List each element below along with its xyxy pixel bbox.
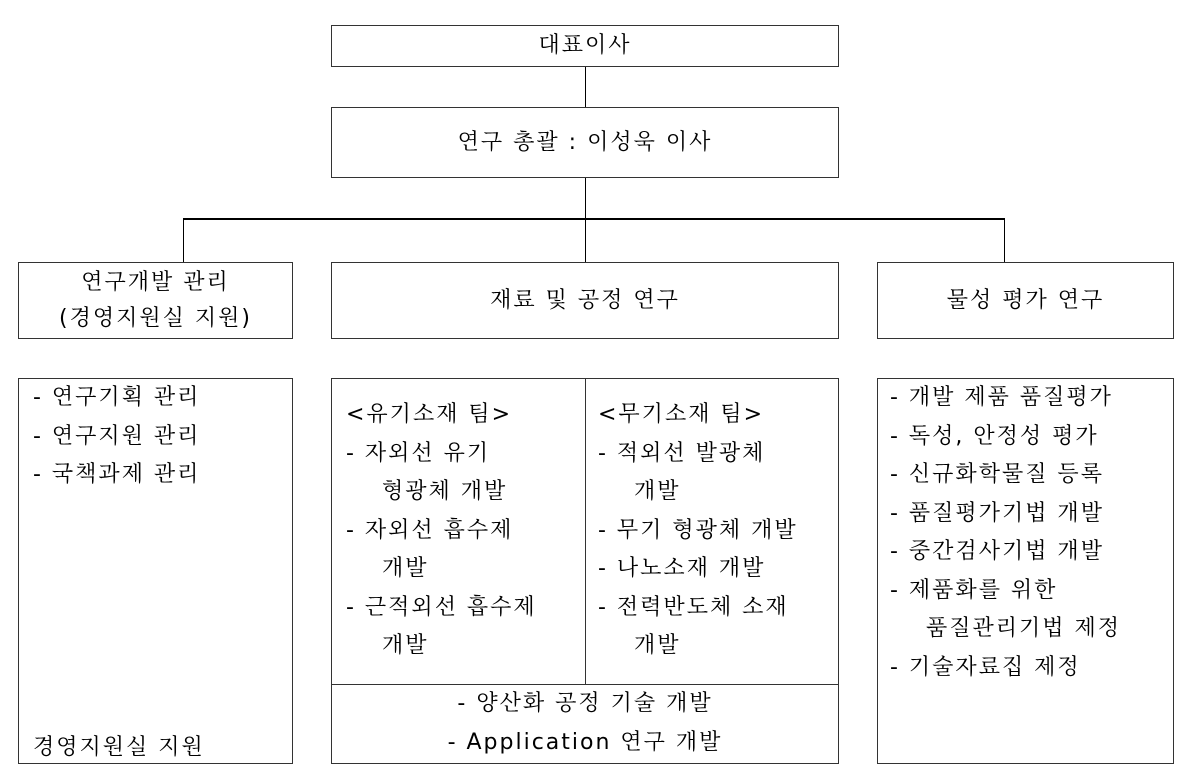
materials-details-box	[331, 378, 839, 764]
connector-bus-to-rnd	[183, 218, 184, 263]
list-item: - 국책과제 관리	[33, 462, 201, 487]
list-item: 형광체 개발	[382, 479, 508, 504]
list-item: - 근적외선 흡수제	[346, 594, 537, 620]
list-item: 개발	[634, 479, 681, 504]
rnd-management-footer: 경영지원실 지원	[33, 735, 205, 760]
list-item: 품질관리기법 제정	[926, 616, 1122, 641]
team-divider	[585, 379, 586, 684]
list-item: 개발	[634, 633, 681, 658]
research-head-box	[331, 107, 839, 178]
rnd-management-box	[18, 262, 293, 339]
rnd-management-line2: (경영지원실 지원)	[59, 305, 252, 331]
connector-bus-to-property	[1004, 218, 1005, 263]
inorganic-team-title: <무기소재 팀>	[598, 402, 765, 427]
list-item: - 자외선 유기	[346, 440, 491, 466]
list-item: - 전력반도체 소재	[598, 594, 789, 620]
list-item: - 양산화 공정 기술 개발	[457, 691, 713, 716]
rnd-management-line1: 연구개발 관리	[81, 269, 230, 295]
list-item: - 무기 형광체 개발	[598, 517, 798, 543]
ceo-box	[331, 25, 839, 67]
list-item: - Application 연구 개발	[447, 729, 723, 755]
connector-head-to-bus	[585, 177, 586, 219]
property-eval-label: 물성 평가 연구	[946, 287, 1105, 313]
property-eval-box	[877, 262, 1174, 339]
list-item: - 나노소재 개발	[598, 556, 766, 581]
list-item: - 연구지원 관리	[33, 423, 201, 449]
list-item: - 연구기획 관리	[33, 385, 201, 410]
list-item: - 중간검사기법 개발	[890, 539, 1104, 564]
organic-team-title: <유기소재 팀>	[346, 402, 513, 427]
connector-ceo-to-head	[585, 66, 586, 108]
connector-horizontal-bus	[183, 218, 1005, 220]
materials-process-box	[331, 262, 839, 339]
list-item: - 독성, 안정성 평가	[890, 423, 1099, 449]
list-item: 개발	[382, 556, 429, 581]
list-item: - 적외선 발광체	[598, 440, 766, 466]
rnd-management-item-list	[33, 379, 200, 495]
list-item: - 품질평가기법 개발	[890, 500, 1104, 526]
common-tasks-list	[332, 685, 838, 762]
property-item-list	[890, 379, 1121, 687]
property-details-box	[877, 378, 1174, 764]
connector-bus-to-materials	[585, 218, 586, 263]
list-item: - 제품화를 위한	[890, 577, 1058, 603]
list-item: 개발	[382, 633, 429, 658]
list-item: - 신규화학물질 등록	[890, 462, 1104, 487]
list-item: - 자외선 흡수제	[346, 517, 514, 543]
inorganic-team-list	[598, 396, 798, 666]
list-item: - 개발 제품 품질평가	[890, 385, 1113, 410]
list-item: - 기술자료집 제정	[890, 654, 1081, 680]
organic-team-list	[346, 396, 537, 666]
ceo-label: 대표이사	[538, 33, 632, 58]
research-head-label: 연구 총괄 : 이성욱 이사	[457, 129, 713, 155]
materials-process-label: 재료 및 공정 연구	[490, 287, 680, 313]
rnd-management-details-box	[18, 378, 293, 764]
